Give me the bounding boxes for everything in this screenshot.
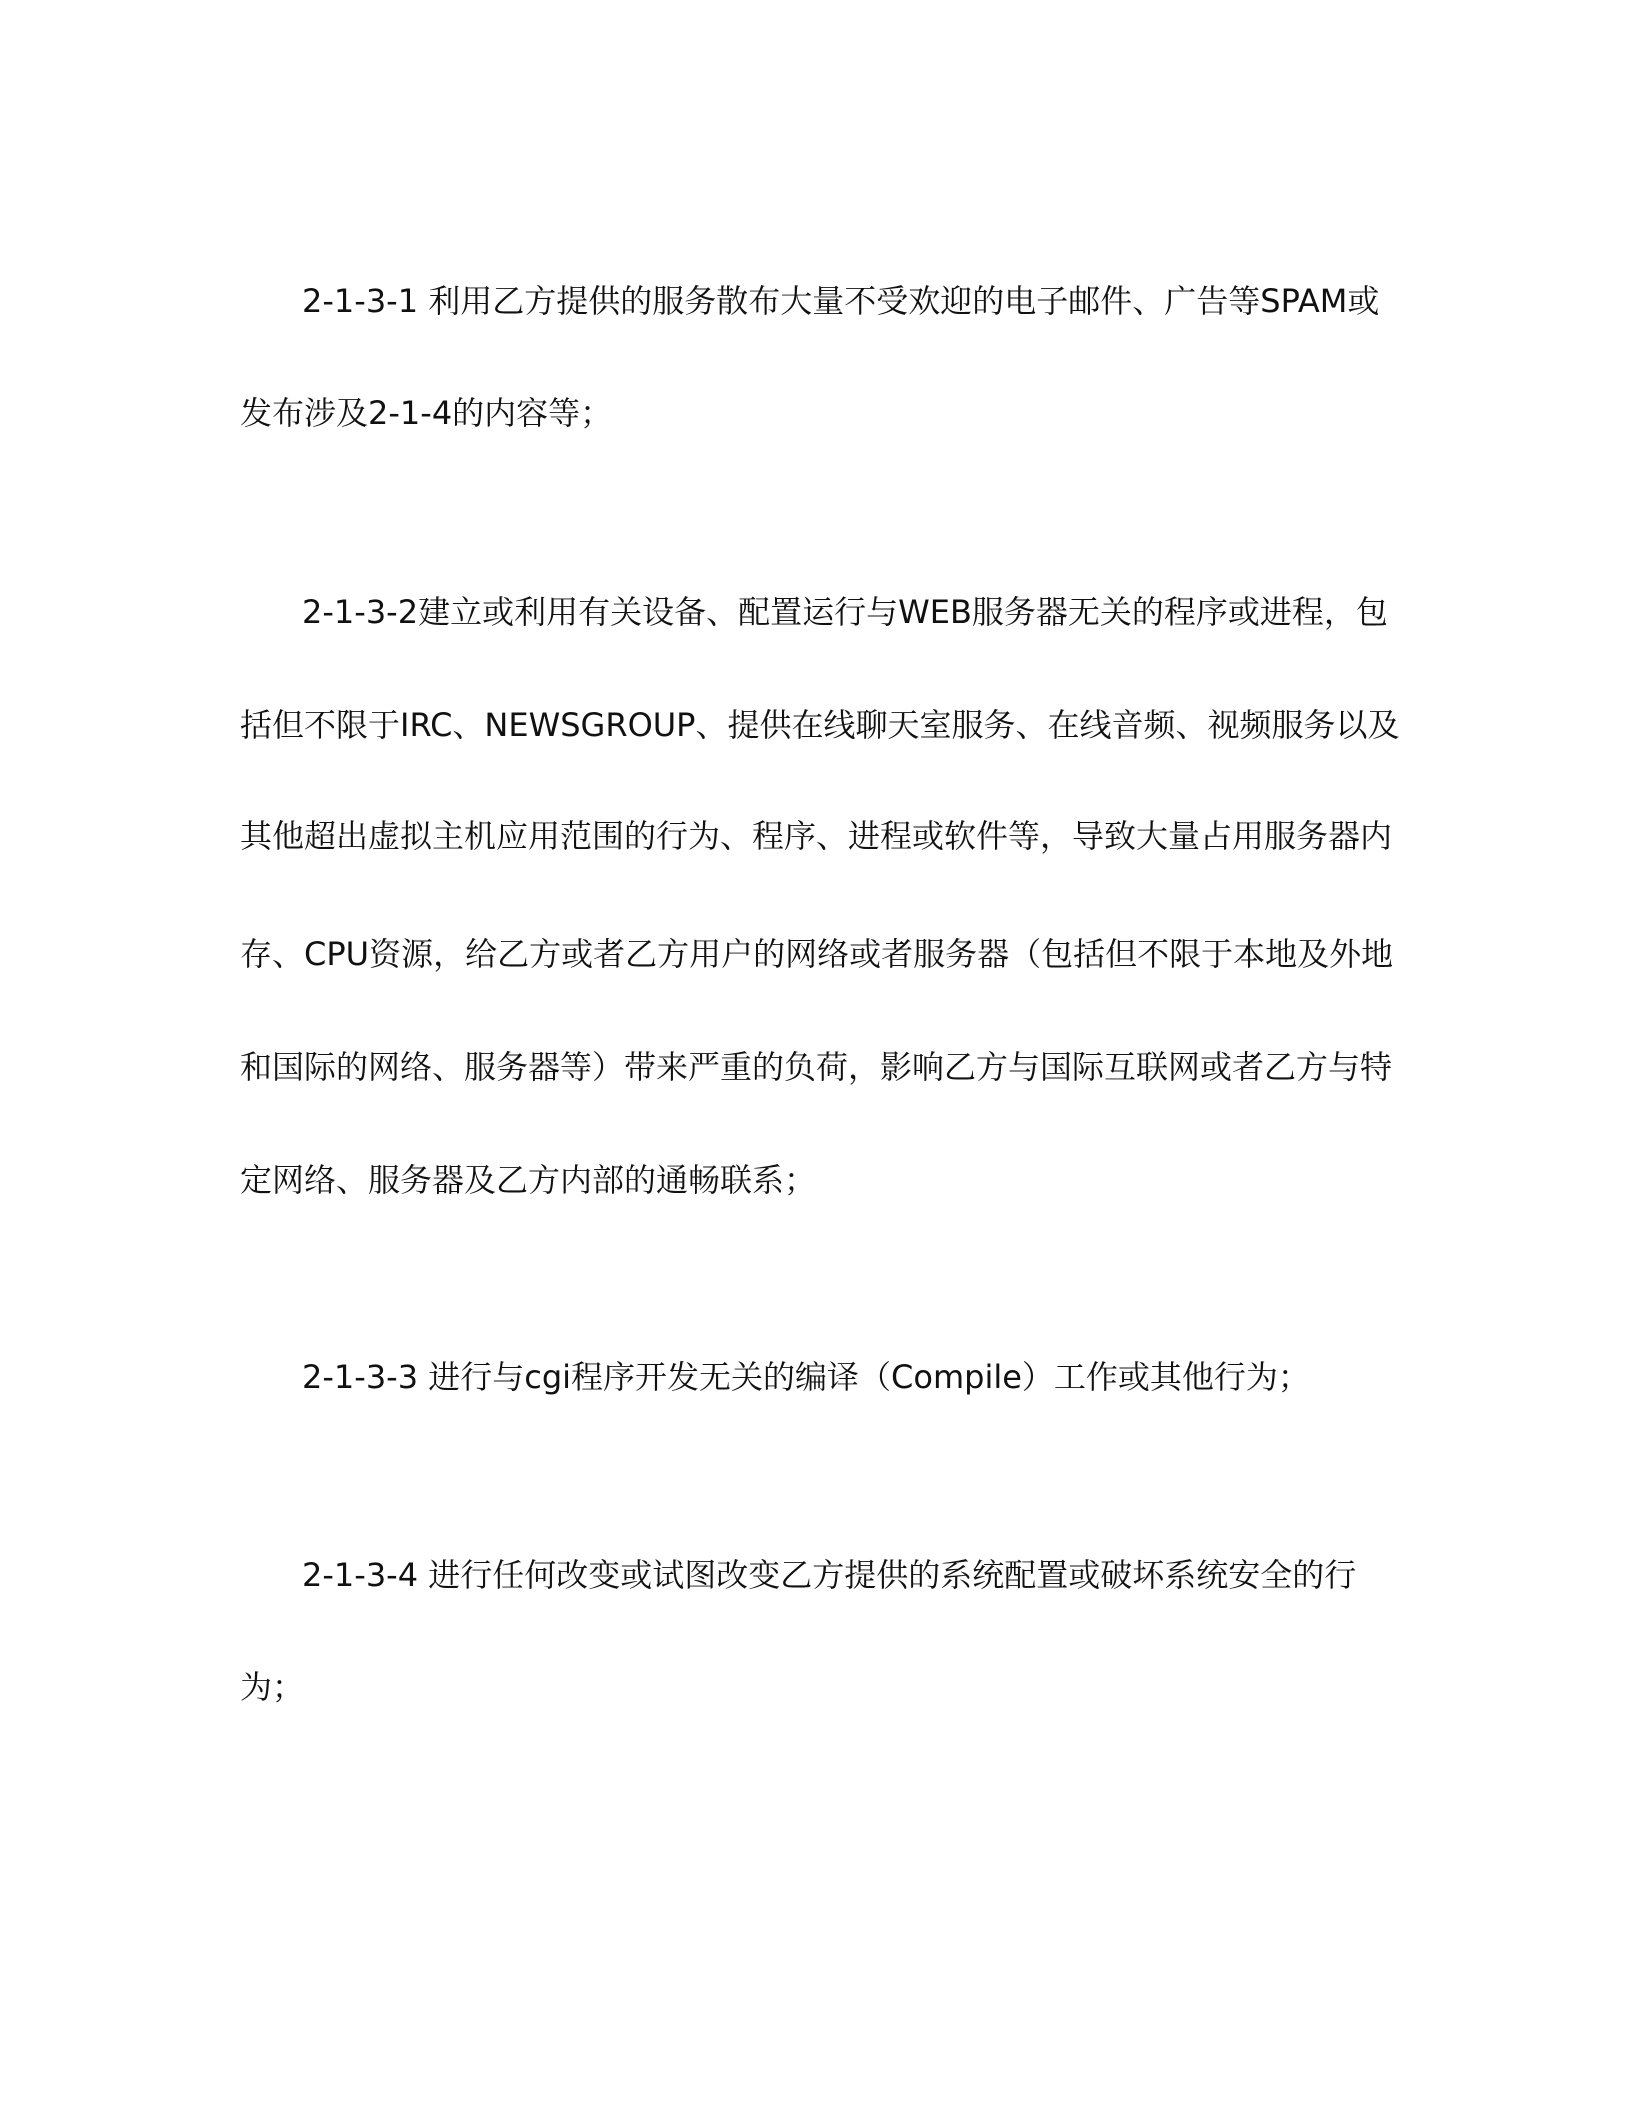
clause-line: 和国际的网络、服务器等）带来严重的负荷，影响乙方与国际互联网或者乙方与特	[240, 1048, 1393, 1086]
clause-line: 其他超出虚拟主机应用范围的行为、程序、进程或软件等，导致大量占用服务器内	[240, 817, 1393, 855]
clause-line: 为；	[240, 1668, 305, 1706]
clause-line: 2-1-3-2建立或利用有关设备、配置运行与WEB服务器无关的程序或进程，包	[302, 593, 1388, 631]
clause-line: 定网络、服务器及乙方内部的通畅联系；	[240, 1161, 817, 1199]
clause-line: 发布涉及2-1-4的内容等；	[240, 394, 613, 432]
clause-line: 2-1-3-3 进行与cgi程序开发无关的编译（Compile）工作或其他行为；	[302, 1358, 1310, 1396]
clause-line: 存、CPU资源，给乙方或者乙方用户的网络或者服务器（包括但不限于本地及外地	[240, 935, 1394, 973]
clause-line: 括但不限于IRC、NEWSGROUP、提供在线聊天室服务、在线音频、视频服务以及	[240, 706, 1400, 744]
clause-line: 2-1-3-1 利用乙方提供的服务散布大量不受欢迎的电子邮件、广告等SPAM或	[302, 282, 1380, 320]
clause-line: 2-1-3-4 进行任何改变或试图改变乙方提供的系统配置或破坏系统安全的行	[302, 1556, 1357, 1594]
